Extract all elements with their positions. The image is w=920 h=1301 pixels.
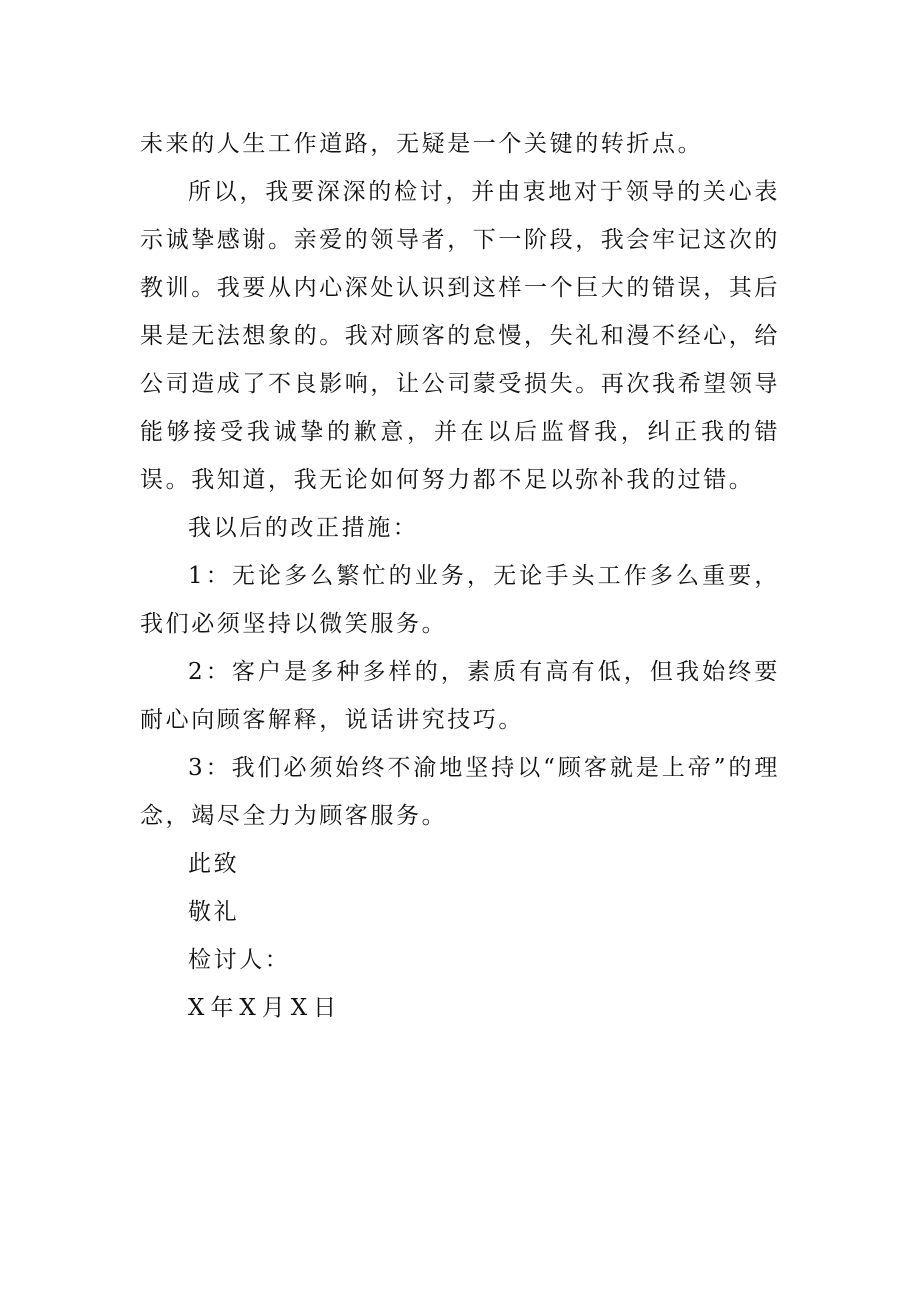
closing-salutation-2: 敬礼 xyxy=(188,899,240,925)
paragraph-measure-2: 2：客户是多种多样的，素质有高有低，但我始终要耐心向顾客解释，说话讲究技巧。 xyxy=(140,659,780,733)
paragraph-continuation: 未来的人生工作道路，无疑是一个关键的转折点。 xyxy=(140,131,704,157)
paragraph-measure-3: 3：我们必须始终不渝地坚持以“顾客就是上帝”的理念，竭尽全力为顾客服务。 xyxy=(140,755,780,829)
paragraph-measure-1: 1：无论多么繁忙的业务，无论手头工作多么重要，我们必须坚持以微笑服务。 xyxy=(140,563,780,637)
document-body xyxy=(140,120,780,1032)
signer-label: 检讨人： xyxy=(188,947,291,973)
paragraph-measures-heading: 我以后的改正措施： xyxy=(188,515,419,541)
paragraph-apology: 所以，我要深深的检讨，并由衷地对于领导的关心表示诚挚感谢。亲爱的领导者，下一阶段，我会牢记这次的教训。我要从内心深处认识到这样一个巨大的错误，其后果是无法想象的。我对顾客的怠慢，失礼和漫不经心，给公司造成了不良影响，让公司蒙受损失。再次我希望领导能够接受我诚挚的歉意，并在以后监督我，纠正我的错误。我知道，我无论如何努力都不足以弥补我的过错。 xyxy=(140,179,780,493)
closing-salutation-1: 此致 xyxy=(188,851,240,877)
date-line: X年X月X日 xyxy=(188,995,343,1021)
